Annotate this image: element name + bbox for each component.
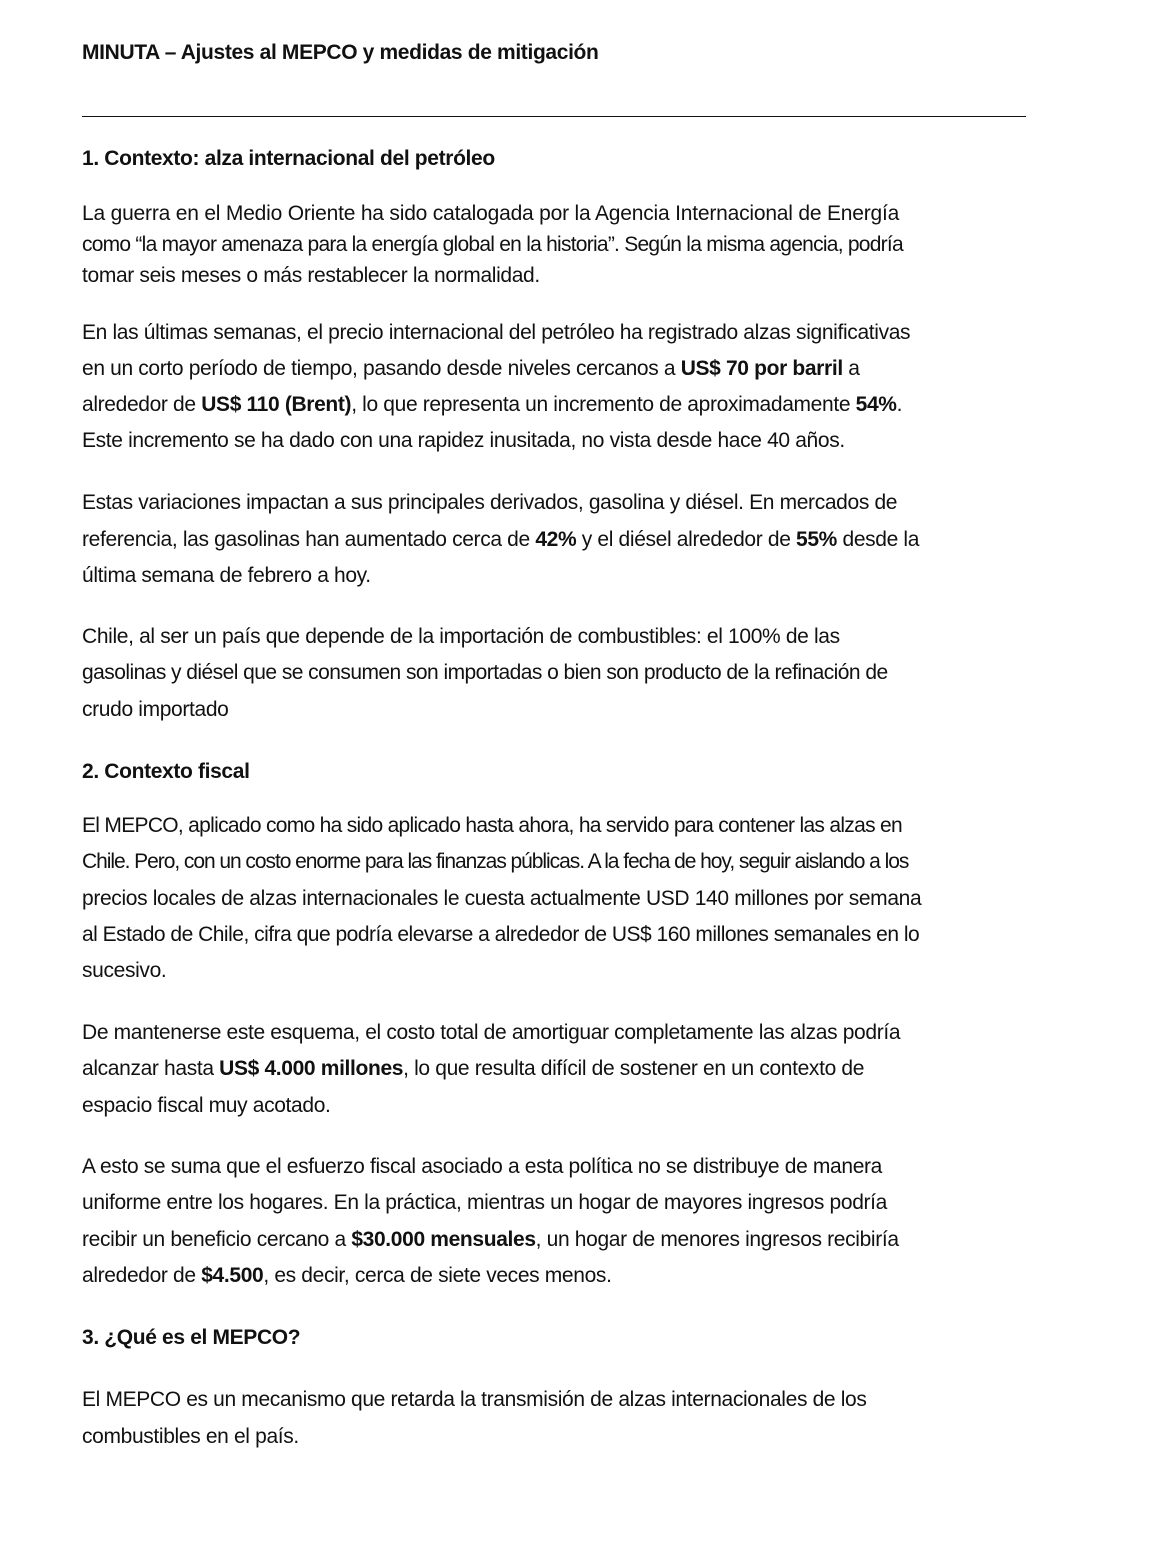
text-run: alcanzar hasta: [82, 1057, 220, 1080]
paragraph-line: tomar seis meses o más restablecer la normalidad.: [82, 264, 540, 287]
text-run: recibir un beneficio cercano a: [82, 1228, 352, 1251]
text-run: y el diésel alrededor de: [576, 528, 797, 551]
paragraph-line: El MEPCO, aplicado como ha sido aplicado hasta ahora, ha servido para contener las alzas en: [82, 814, 902, 837]
paragraph-line: combustibles en el país.: [82, 1425, 299, 1448]
paragraph-line: espacio fiscal muy acotado.: [82, 1094, 331, 1117]
paragraph-line: [82, 392, 902, 418]
text-run: , lo que representa un incremento de aproximadamente: [351, 393, 856, 416]
paragraph-line: última semana de febrero a hoy.: [82, 564, 371, 587]
paragraph-line: [82, 1227, 899, 1253]
paragraph-line: [82, 527, 919, 553]
bold-run: 54%: [855, 393, 897, 416]
bold-run: US$ 4.000 millones: [219, 1057, 404, 1080]
section-heading: 2. Contexto fiscal: [82, 760, 250, 783]
text-run: alrededor de: [82, 1264, 202, 1287]
text-run: en un corto período de tiempo, pasando desde niveles cercanos a: [82, 357, 681, 380]
paragraph-line: La guerra en el Medio Oriente ha sido catalogada por la Agencia Internacional de Energía: [82, 202, 900, 225]
text-run: desde la: [837, 528, 920, 551]
paragraph-line: Chile, al ser un país que depende de la importación de combustibles: el 100% de las: [82, 625, 840, 648]
paragraph-line: [82, 1263, 612, 1289]
paragraph-line: sucesivo.: [82, 959, 167, 982]
paragraph-line: crudo importado: [82, 698, 229, 721]
bold-run: US$ 70 por barril: [680, 357, 843, 380]
text-run: a: [842, 357, 860, 380]
bold-run: $4.500: [201, 1264, 264, 1287]
paragraph-line: En las últimas semanas, el precio internacional del petróleo ha registrado alzas significativas: [82, 321, 911, 344]
text-run: alrededor de: [82, 393, 202, 416]
paragraph-line: Estas variaciones impactan a sus principales derivados, gasolina y diésel. En mercados de: [82, 491, 898, 514]
paragraph-line: gasolinas y diésel que se consumen son importadas o bien son producto de la refinación de: [82, 661, 888, 684]
paragraph-line: al Estado de Chile, cifra que podría elevarse a alrededor de US$ 160 millones semanales en lo: [82, 923, 920, 946]
section-heading: 3. ¿Qué es el MEPCO?: [82, 1326, 301, 1349]
paragraph-line: El MEPCO es un mecanismo que retarda la transmisión de alzas internacionales de los: [82, 1388, 867, 1411]
bold-run: 55%: [796, 528, 837, 551]
paragraph-line: uniforme entre los hogares. En la práctica, mientras un hogar de mayores ingresos podría: [82, 1191, 887, 1214]
paragraph-line: [82, 356, 860, 382]
bold-run: 42%: [535, 528, 577, 551]
title-divider: [82, 116, 1026, 117]
bold-run: $30.000 mensuales: [351, 1228, 536, 1251]
text-run: , lo que resulta difícil de sostener en un contexto de: [403, 1057, 865, 1080]
paragraph-line: Este incremento se ha dado con una rapidez inusitada, no vista desde hace 40 años.: [82, 429, 845, 452]
section-heading: 1. Contexto: alza internacional del petróleo: [82, 147, 495, 170]
paragraph-line: [82, 1056, 864, 1082]
paragraph-line: Chile. Pero, con un costo enorme para las finanzas públicas. A la fecha de hoy, seguir aislando a los: [82, 850, 909, 873]
text-run: , es decir, cerca de siete veces menos.: [263, 1264, 612, 1287]
text-run: .: [896, 393, 903, 416]
document-title: MINUTA – Ajustes al MEPCO y medidas de mitigación: [82, 41, 599, 64]
paragraph-line: De mantenerse este esquema, el costo total de amortiguar completamente las alzas podría: [82, 1021, 901, 1044]
text-run: referencia, las gasolinas han aumentado cerca de: [82, 528, 536, 551]
paragraph-line: como “la mayor amenaza para la energía global en la historia”. Según la misma agencia, podría: [82, 233, 903, 256]
paragraph-line: precios locales de alzas internacionales le cuesta actualmente USD 140 millones por semana: [82, 887, 922, 910]
text-run: , un hogar de menores ingresos recibiría: [535, 1228, 899, 1251]
bold-run: US$ 110 (Brent): [201, 393, 352, 416]
paragraph-line: A esto se suma que el esfuerzo fiscal asociado a esta política no se distribuye de manera: [82, 1155, 882, 1178]
